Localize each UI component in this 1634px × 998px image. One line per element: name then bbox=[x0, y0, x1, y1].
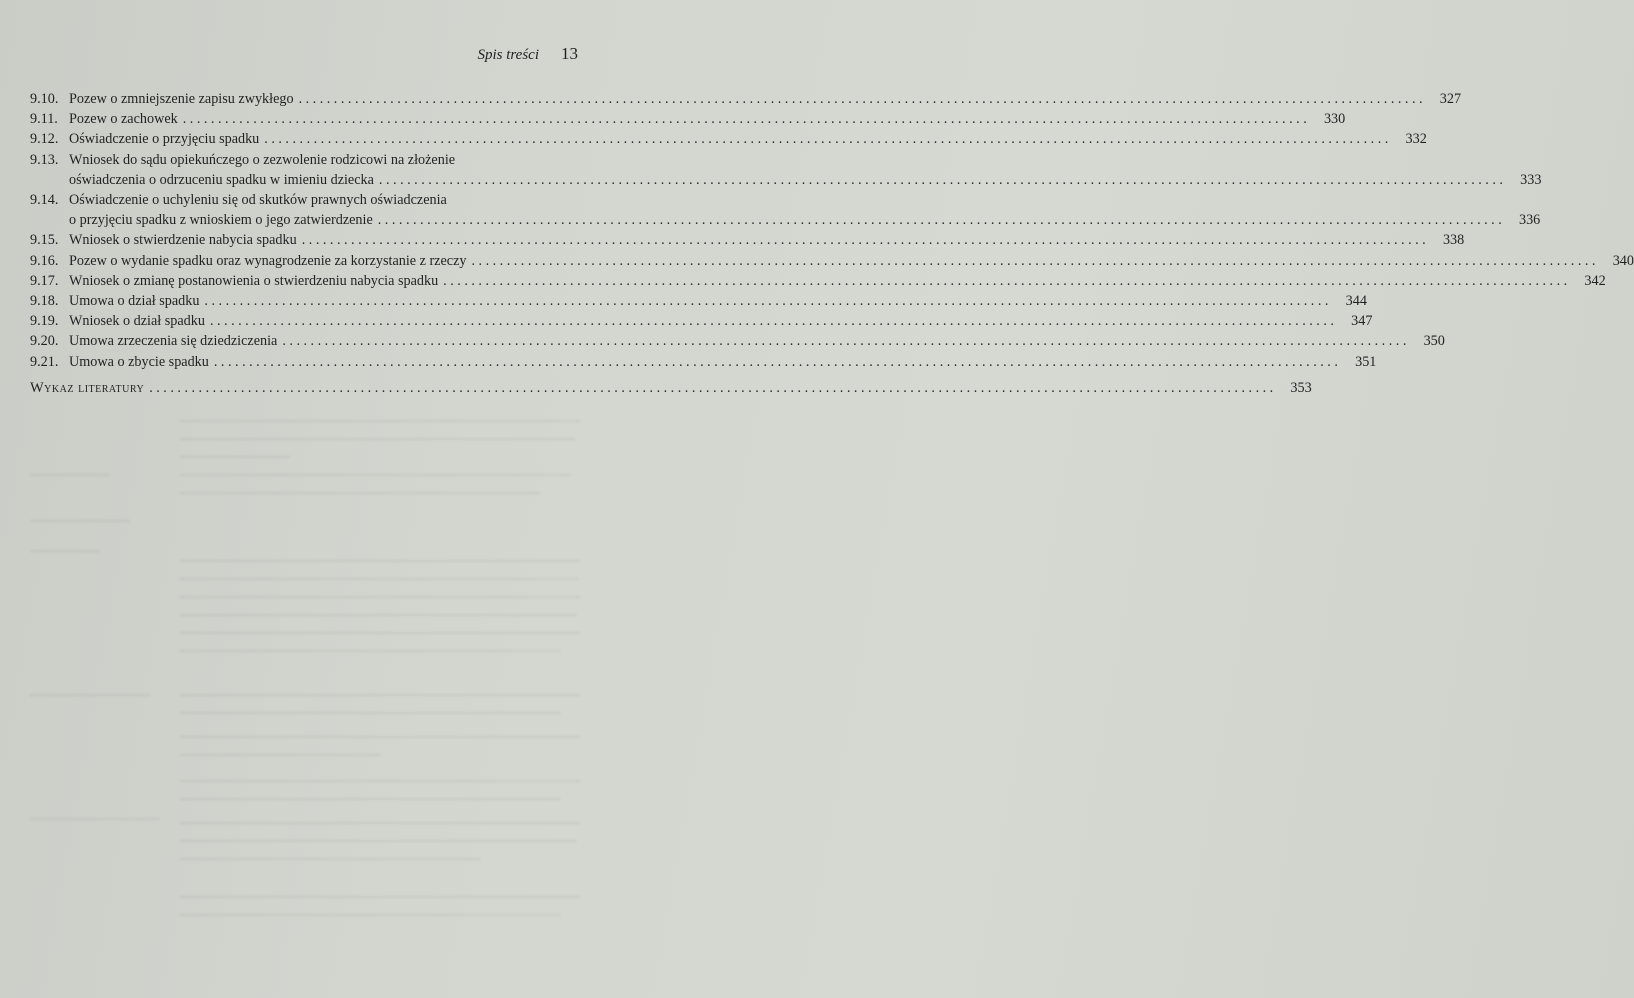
toc-entry-number: 9.17. bbox=[30, 272, 59, 289]
toc-entry bbox=[30, 251, 1634, 271]
dot-leader: ................................................................................................................................................................ bbox=[182, 111, 1311, 128]
dot-leader: ................................................................................................................................................................ bbox=[378, 171, 1507, 188]
toc-entry-title-line2: o przyjęciu spadku z wnioskiem o jego zatwierdzenie bbox=[69, 212, 373, 229]
toc-entry-title-line1: Wniosek do sądu opiekuńczego o zezwolenie rodzicowi na złożenie bbox=[69, 151, 456, 168]
toc-entry-title: Umowa o dział spadku bbox=[69, 293, 200, 310]
toc-entry-number: 9.13. bbox=[30, 151, 59, 168]
toc-entry-page: 351 bbox=[1355, 353, 1377, 370]
toc-entry-title: Umowa zrzeczenia się dziedziczenia bbox=[69, 333, 278, 350]
toc-entry-title: Wniosek o stwierdzenie nabycia spadku bbox=[69, 232, 297, 249]
toc-entry-number: 9.20. bbox=[30, 333, 59, 350]
toc-entry-page: 340 bbox=[1612, 252, 1634, 269]
toc-entry bbox=[30, 271, 1606, 291]
toc-entry bbox=[30, 150, 1542, 190]
dot-leader: ................................................................................................................................................................ bbox=[301, 232, 1430, 249]
dot-leader: ................................................................................................................................................................ bbox=[264, 131, 1392, 148]
toc-entry bbox=[30, 352, 1377, 372]
toc-entry-number: 9.19. bbox=[30, 313, 59, 330]
toc-section-entry bbox=[30, 378, 1312, 398]
toc-entry-title-line1: Oświadczenie o uchyleniu się od skutków prawnych oświadczenia bbox=[69, 192, 447, 209]
toc-entry-page: 344 bbox=[1345, 293, 1367, 310]
dot-leader: ................................................................................................................................................................ bbox=[213, 353, 1342, 370]
running-head-title: Spis treści bbox=[477, 47, 539, 63]
toc-entry-page: 332 bbox=[1405, 131, 1427, 148]
dot-leader: ................................................................................................................................................................ bbox=[149, 379, 1277, 396]
toc-entry-number: 9.15. bbox=[30, 232, 59, 249]
toc-entry-number: 9.16. bbox=[30, 252, 59, 269]
running-head bbox=[477, 44, 578, 64]
toc-entry-page: 347 bbox=[1351, 313, 1373, 330]
toc-entry-page: 338 bbox=[1442, 232, 1465, 249]
toc-entry bbox=[30, 190, 1541, 230]
toc-entry-number: 9.12. bbox=[30, 131, 59, 148]
toc-entry-title: Pozew o wydanie spadku oraz wynagrodzenie za korzystanie z rzeczy bbox=[69, 252, 467, 269]
dot-leader: ................................................................................................................................................................ bbox=[282, 333, 1410, 350]
toc-entry-page: 336 bbox=[1518, 212, 1541, 229]
toc-entry-number: 9.18. bbox=[30, 293, 59, 310]
toc-entry-number: 9.10. bbox=[30, 91, 59, 107]
toc-entry-title: Pozew o zmniejszenie zapisu zwykłego bbox=[69, 91, 294, 107]
dot-leader: ................................................................................................................................................................ bbox=[204, 293, 1332, 310]
toc-section-title: Wykaz literatury bbox=[30, 379, 145, 396]
toc-entry-number: 9.21. bbox=[30, 353, 59, 370]
table-of-contents bbox=[30, 89, 1634, 398]
toc-entry bbox=[30, 311, 1373, 331]
dot-leader: ................................................................................................................................................................ bbox=[471, 252, 1599, 269]
toc-entry bbox=[30, 331, 1445, 351]
toc-entry bbox=[30, 89, 1462, 109]
toc-entry-title: Pozew o zachowek bbox=[69, 111, 178, 128]
toc-entry-number: 9.14. bbox=[30, 192, 59, 209]
toc-entry bbox=[30, 129, 1427, 149]
dot-leader: ................................................................................................................................................................ bbox=[377, 212, 1506, 229]
toc-entry-number: 9.11. bbox=[30, 111, 58, 128]
toc-entry bbox=[30, 291, 1367, 311]
toc-entry-title: Wniosek o zmianę postanowienia o stwierdzeniu nabycia spadku bbox=[69, 272, 439, 289]
dot-leader: ................................................................................................................................................................ bbox=[443, 272, 1571, 289]
page-number: 13 bbox=[561, 44, 578, 63]
toc-entry-page: 350 bbox=[1423, 333, 1445, 350]
toc-entry-page: 333 bbox=[1520, 171, 1542, 188]
toc-entry-page: 342 bbox=[1584, 272, 1606, 289]
dot-leader: ................................................................................................................................................................ bbox=[298, 91, 1427, 107]
toc-entry bbox=[30, 109, 1346, 129]
toc-entry-title: Wniosek o dział spadku bbox=[69, 313, 205, 330]
toc-entry-page: 327 bbox=[1439, 91, 1462, 107]
toc-entry-title: Umowa o zbycie spadku bbox=[69, 353, 209, 370]
toc-entry-page: 330 bbox=[1323, 111, 1346, 128]
dot-leader: ................................................................................................................................................................ bbox=[209, 313, 1338, 330]
show-through-text bbox=[0, 410, 640, 998]
toc-entry bbox=[30, 230, 1465, 250]
toc-entry-title: Oświadczenie o przyjęciu spadku bbox=[69, 131, 260, 148]
toc-section-page: 353 bbox=[1290, 379, 1312, 396]
toc-entry-title-line2: oświadczenia o odrzuceniu spadku w imieniu dziecka bbox=[69, 171, 374, 188]
